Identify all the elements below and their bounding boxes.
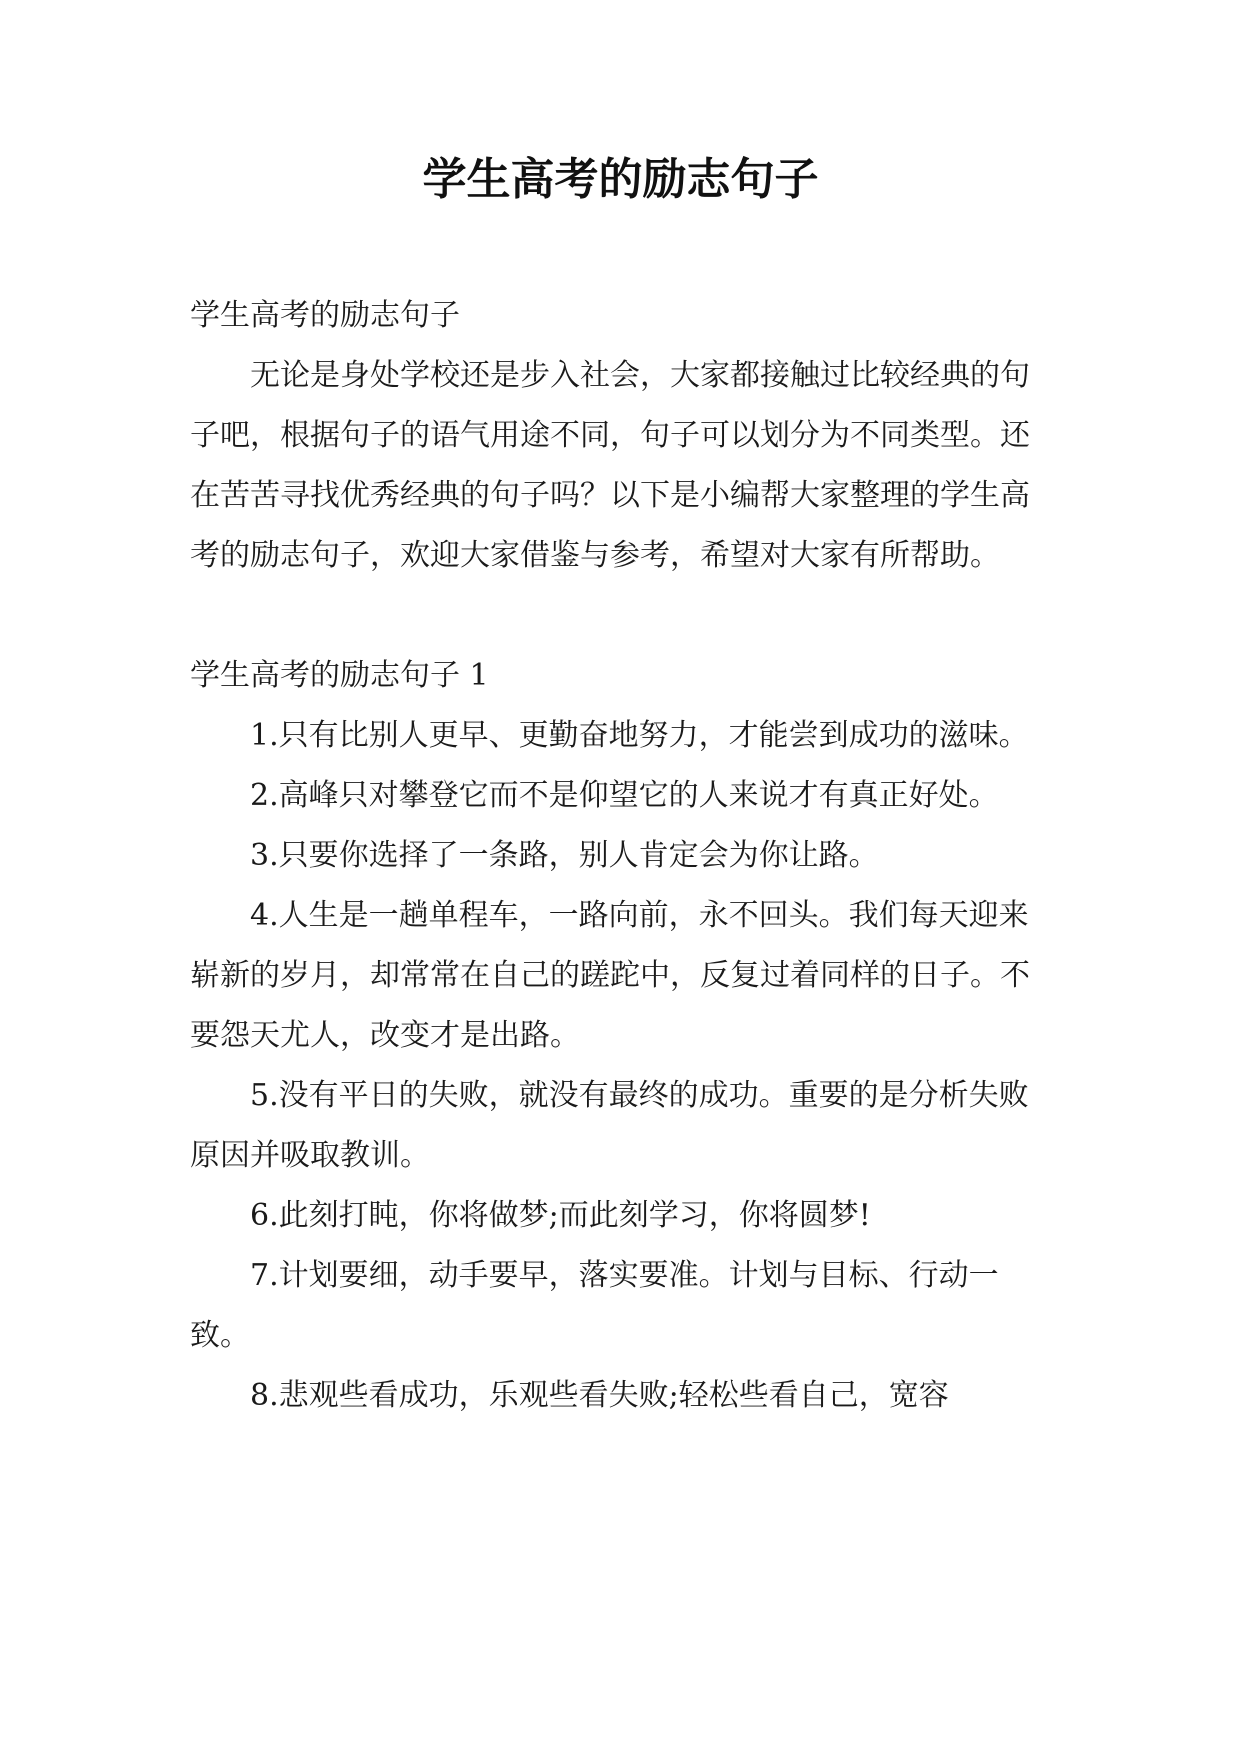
quote-item: 6.此刻打盹，你将做梦;而此刻学习，你将圆梦! <box>250 1198 871 1233</box>
quote-item: 2.高峰只对攀登它而不是仰望它的人来说才有真正好处。 <box>250 778 999 813</box>
quote-item: 3.只要你选择了一条路，别人肯定会为你让路。 <box>250 838 879 873</box>
quote-item: 7.计划要细，动手要早，落实要准。计划与目标、行动一致。 <box>190 1258 999 1353</box>
document-title: 学生高考的励志句子 <box>422 154 819 205</box>
section-heading: 学生高考的励志句子 <box>190 298 460 333</box>
quote-item: 4.人生是一趟单程车，一路向前，永不回头。我们每天迎来崭新的岁月，却常常在自己的蹉跎中，反复过着同样的日子。不要怨天尤人，改变才是出路。 <box>190 898 1030 1053</box>
quote-item: 5.没有平日的失败，就没有最终的成功。重要的是分析失败原因并吸取教训。 <box>190 1078 1029 1173</box>
paragraph-spacer <box>190 586 1052 646</box>
intro-paragraph: 无论是身处学校还是步入社会，大家都接触过比较经典的句子吧，根据句子的语气用途不同，句子可以划分为不同类型。还在苦苦寻找优秀经典的句子吗？以下是小编帮大家整理的学生高考的励志句子，欢迎大家借鉴与参考，希望对大家有所帮助。 <box>190 358 1030 573</box>
quote-item: 1.只有比别人更早、更勤奋地努力，才能尝到成功的滋味。 <box>250 718 1029 753</box>
section-heading: 学生高考的励志句子 1 <box>190 658 489 693</box>
document-body <box>190 286 1052 1426</box>
quote-item: 8.悲观些看成功，乐观些看失败;轻松些看自己，宽容 <box>250 1378 949 1413</box>
